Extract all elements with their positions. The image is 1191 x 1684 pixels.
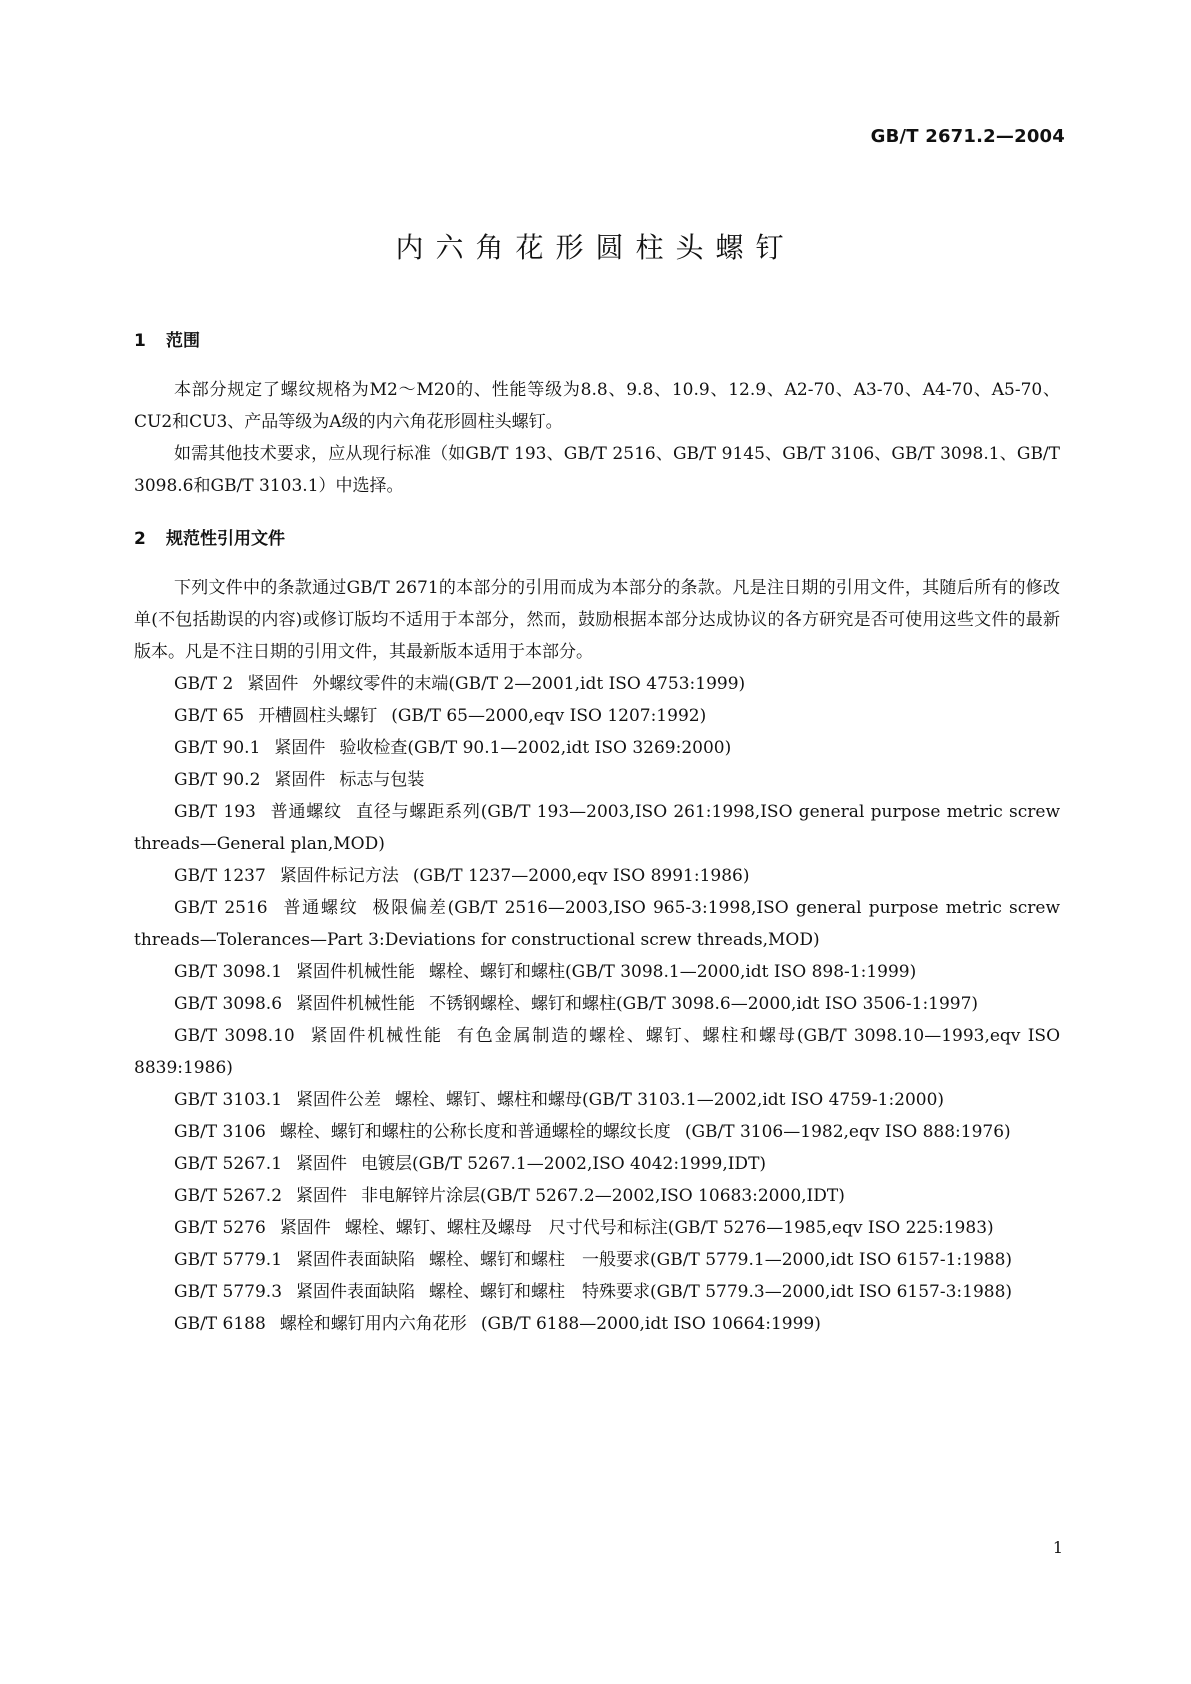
section-number: 2: [134, 529, 146, 549]
reference-item: [134, 1116, 1060, 1148]
reference-list: [134, 668, 1060, 1340]
reference-item: [134, 1084, 1060, 1116]
document-body: [134, 326, 1060, 1340]
reference-item: [134, 892, 1060, 956]
reference-code: GB/T 5276: [174, 1218, 266, 1238]
reference-item: [134, 1244, 1060, 1276]
standard-code: GB/T 2671.2—2004: [870, 126, 1065, 147]
page-number: 1: [1052, 1538, 1063, 1557]
reference-name: 紧固件: [296, 1154, 348, 1174]
reference-code: GB/T 3106: [174, 1122, 266, 1142]
reference-code: GB/T 90.2: [174, 770, 261, 790]
reference-description: 螺栓、螺钉、螺柱及螺母 尺寸代号和标注(GB/T 5276—1985,eqv ISO 225:1983): [344, 1218, 994, 1238]
reference-description: 螺栓、螺钉、螺柱和螺母(GB/T 3103.1—2002,idt ISO 4759-1:2000): [395, 1090, 945, 1110]
reference-description: (GB/T 65—2000,eqv ISO 1207:1992): [391, 706, 707, 726]
reference-description: 直径与螺距系列(GB/T 193—2003,ISO 261:1998,ISO general purpose metric screw threads—General plan,MOD): [134, 802, 1061, 854]
section-heading-normative-references: [134, 524, 1060, 554]
reference-code: GB/T 193: [174, 802, 256, 822]
reference-name: 紧固件机械性能: [296, 962, 416, 982]
reference-code: GB/T 2: [174, 674, 234, 694]
reference-name: 紧固件机械性能: [308, 1026, 443, 1046]
reference-code: GB/T 5779.3: [174, 1282, 283, 1302]
reference-code: GB/T 2516: [174, 898, 268, 918]
reference-code: GB/T 90.1: [174, 738, 261, 758]
reference-description: 非电解锌片涂层(GB/T 5267.2—2002,ISO 10683:2000,IDT): [361, 1186, 845, 1206]
reference-description: 标志与包装: [339, 770, 425, 790]
section-title: 规范性引用文件: [166, 529, 285, 549]
reference-code: GB/T 3098.1: [174, 962, 283, 982]
reference-item: [134, 1212, 1060, 1244]
reference-description: (GB/T 6188—2000,idt ISO 10664:1999): [480, 1314, 821, 1334]
reference-description: 外螺纹零件的末端(GB/T 2—2001,idt ISO 4753:1999): [312, 674, 746, 694]
reference-item: [134, 988, 1060, 1020]
reference-item: [134, 1148, 1060, 1180]
reference-item: [134, 732, 1060, 764]
reference-description: 验收检查(GB/T 90.1—2002,idt ISO 3269:2000): [339, 738, 732, 758]
reference-description: 螺栓、螺钉和螺柱 特殊要求(GB/T 5779.3—2000,idt ISO 6157-3:1988): [429, 1282, 1013, 1302]
reference-item: [134, 1308, 1060, 1340]
reference-item: [134, 668, 1060, 700]
section-title: 范围: [166, 331, 200, 351]
reference-name: 紧固件: [296, 1186, 348, 1206]
reference-item: [134, 1020, 1060, 1084]
reference-description: 螺栓、螺钉和螺柱(GB/T 3098.1—2000,idt ISO 898-1:1999): [429, 962, 917, 982]
reference-description: (GB/T 3106—1982,eqv ISO 888:1976): [684, 1122, 1011, 1142]
scope-paragraph-1: 本部分规定了螺纹规格为M2～M20的、性能等级为8.8、9.8、10.9、12.9、A2-70、A3-70、A4-70、A5-70、CU2和CU3、产品等级为A级的内六角花形圆柱头螺钉。: [134, 380, 1060, 432]
references-intro-paragraph: 下列文件中的条款通过GB/T 2671的本部分的引用而成为本部分的条款。凡是注日期的引用文件，其随后所有的修改单(不包括勘误的内容)或修订版均不适用于本部分，然而，鼓励根据本部分达成协议的各方研究是否可使用这些文件的最新版本。凡是不注日期的引用文件，其最新版本适用于本部分。: [134, 578, 1060, 662]
reference-name: 紧固件表面缺陷: [296, 1250, 416, 1270]
reference-name: 紧固件表面缺陷: [296, 1282, 416, 1302]
reference-item: [134, 764, 1060, 796]
reference-name: 紧固件机械性能: [296, 994, 416, 1014]
reference-description: 电镀层(GB/T 5267.1—2002,ISO 4042:1999,IDT): [361, 1154, 767, 1174]
reference-code: GB/T 65: [174, 706, 245, 726]
reference-code: GB/T 1237: [174, 866, 266, 886]
reference-item: [134, 956, 1060, 988]
scope-paragraph-2: 如需其他技术要求，应从现行标准（如GB/T 193、GB/T 2516、GB/T 9145、GB/T 3106、GB/T 3098.1、GB/T 3098.6和GB/T 3103.1）中选择。: [134, 444, 1060, 496]
section-number: 1: [134, 331, 146, 351]
reference-description: 有色金属制造的螺栓、螺钉、螺柱和螺母(GB/T 3098.10—1993,eqv ISO 8839:1986): [134, 1026, 1061, 1078]
reference-code: GB/T 6188: [174, 1314, 266, 1334]
reference-name: 紧固件标记方法: [279, 866, 399, 886]
reference-code: GB/T 5267.2: [174, 1186, 283, 1206]
reference-name: 螺栓和螺钉用内六角花形: [279, 1314, 467, 1334]
reference-item: [134, 700, 1060, 732]
reference-name: 紧固件: [247, 674, 299, 694]
reference-code: GB/T 5779.1: [174, 1250, 283, 1270]
reference-name: 开槽圆柱头螺钉: [258, 706, 378, 726]
reference-name: 螺栓、螺钉和螺柱的公称长度和普通螺栓的螺纹长度: [279, 1122, 671, 1142]
reference-code: GB/T 3103.1: [174, 1090, 283, 1110]
reference-name: 紧固件: [274, 738, 326, 758]
reference-item: [134, 860, 1060, 892]
document-title: 内六角花形圆柱头螺钉: [395, 231, 796, 264]
reference-item: [134, 796, 1060, 860]
section-heading-scope: [134, 326, 1060, 356]
reference-name: 紧固件公差: [296, 1090, 382, 1110]
reference-item: [134, 1276, 1060, 1308]
reference-item: [134, 1180, 1060, 1212]
reference-description: (GB/T 1237—2000,eqv ISO 8991:1986): [412, 866, 750, 886]
reference-name: 紧固件: [274, 770, 326, 790]
reference-description: 不锈钢螺栓、螺钉和螺柱(GB/T 3098.6—2000,idt ISO 3506-1:1997): [429, 994, 979, 1014]
reference-code: GB/T 3098.10: [174, 1026, 295, 1046]
reference-description: 螺栓、螺钉和螺柱 一般要求(GB/T 5779.1—2000,idt ISO 6157-1:1988): [429, 1250, 1013, 1270]
reference-name: 普通螺纹: [281, 898, 359, 918]
reference-code: GB/T 5267.1: [174, 1154, 283, 1174]
reference-description: 极限偏差(GB/T 2516—2003,ISO 965-3:1998,ISO general purpose metric screw threads—Tolerances—Part 3:Deviations for constructional screw threads,MOD): [134, 898, 1061, 950]
reference-name: 普通螺纹: [269, 802, 342, 822]
reference-code: GB/T 3098.6: [174, 994, 283, 1014]
reference-name: 紧固件: [279, 1218, 331, 1238]
